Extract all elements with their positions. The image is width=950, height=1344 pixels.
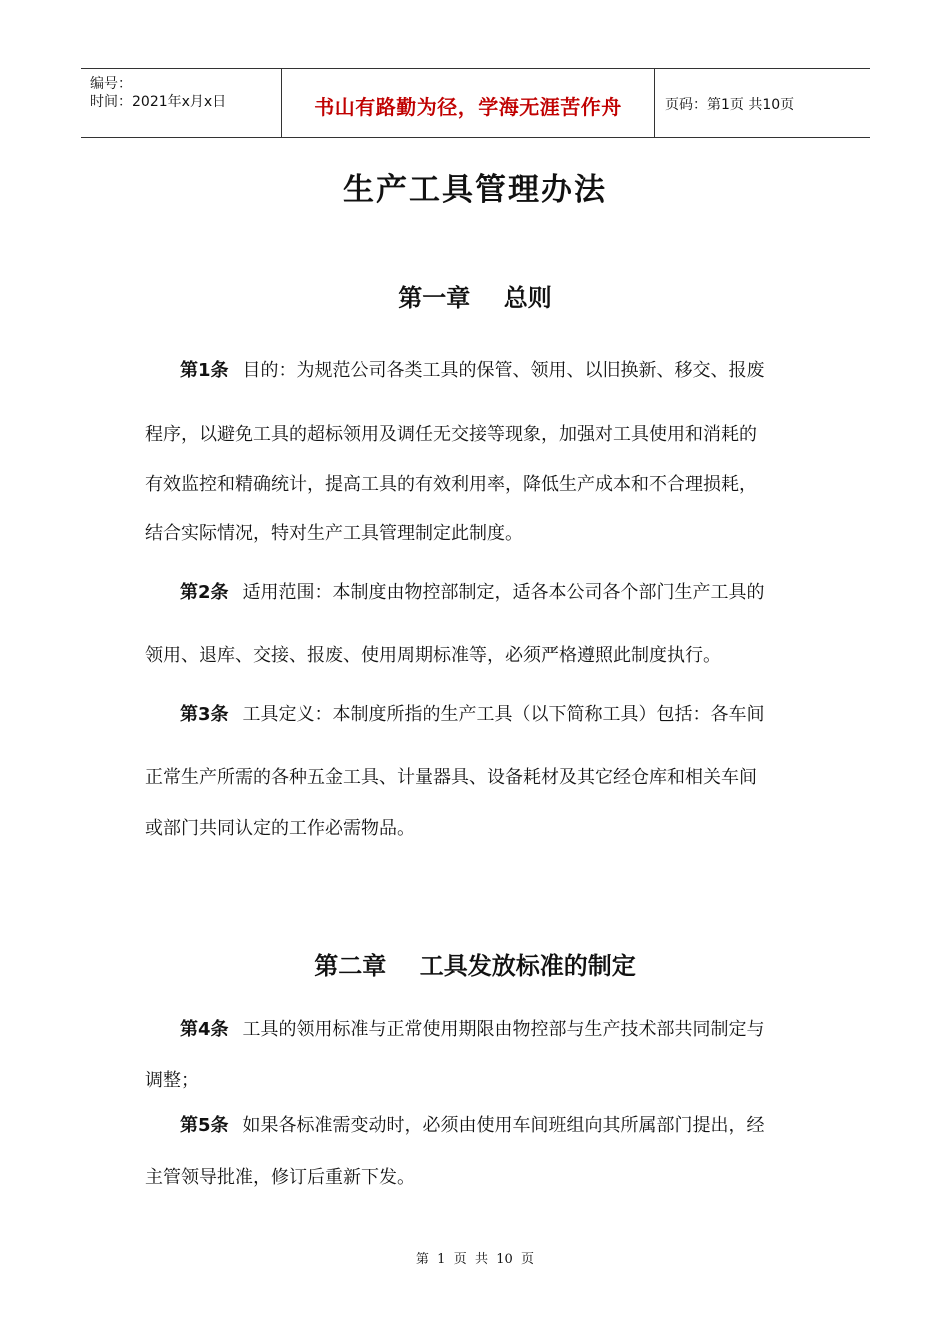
header-motto: 书山有路勤为径，学海无涯苦作舟 (314, 95, 622, 119)
page-footer: 第 1 页 共 10 页 (415, 1252, 535, 1267)
article-text: 目的：为规范公司各类工具的保管、领用、以旧换新、移交、报废 (242, 360, 765, 381)
article-number: 第4条 (180, 1019, 229, 1040)
article-text: 工具定义：本制度所指的生产工具（以下简称工具）包括：各车间 (242, 704, 765, 725)
article-text: 如果各标准需变动时，必须由使用车间班组向其所属部门提出，经 (242, 1115, 765, 1136)
article-text-line: 调整； (145, 1070, 199, 1091)
article-text-line: 结合实际情况，特对生产工具管理制定此制度。 (145, 523, 523, 544)
header-motto-cell (282, 69, 655, 137)
article-number: 第2条 (180, 582, 229, 603)
article-number: 第5条 (180, 1115, 229, 1136)
article-first-line (180, 356, 765, 382)
doc-time-label: 时间：2021年x月x日 (90, 94, 227, 110)
article-text-line: 或部门共同认定的工作必需物品。 (145, 818, 415, 839)
document-title: 生产工具管理办法 (343, 172, 607, 208)
article-text-line: 正常生产所需的各种五金工具、计量器具、设备耗材及其它经仓库和相关车间 (145, 767, 757, 788)
article-text-line: 有效监控和精确统计，提高工具的有效利用率，降低生产成本和不合理损耗， (145, 474, 757, 495)
chapter-title: 第二章 工具发放标准的制定 (314, 951, 636, 980)
article-first-line (180, 578, 765, 604)
article-first-line (180, 1111, 765, 1137)
header-page-cell (655, 69, 870, 137)
article-first-line (180, 1015, 765, 1041)
article-text: 适用范围：本制度由物控部制定，适各本公司各个部门生产工具的 (242, 582, 765, 603)
article-text-line: 程序，以避免工具的超标领用及调任无交接等现象，加强对工具使用和消耗的 (145, 424, 757, 445)
header-info-cell (81, 69, 282, 137)
article-text-line: 主管领导批准，修订后重新下发。 (145, 1167, 415, 1188)
article-number: 第1条 (180, 360, 229, 381)
article-text-line: 领用、退库、交接、报废、使用周期标准等，必须严格遵照此制度执行。 (145, 645, 721, 666)
page-header-table (81, 68, 870, 138)
article-text: 工具的领用标准与正常使用期限由物控部与生产技术部共同制定与 (242, 1019, 765, 1040)
doc-number-label: 编号： (90, 76, 132, 92)
chapter-title: 第一章 总则 (398, 283, 552, 312)
article-first-line (180, 700, 765, 726)
article-number: 第3条 (180, 704, 229, 725)
header-page-label: 页码：第1页 共10页 (665, 97, 795, 113)
